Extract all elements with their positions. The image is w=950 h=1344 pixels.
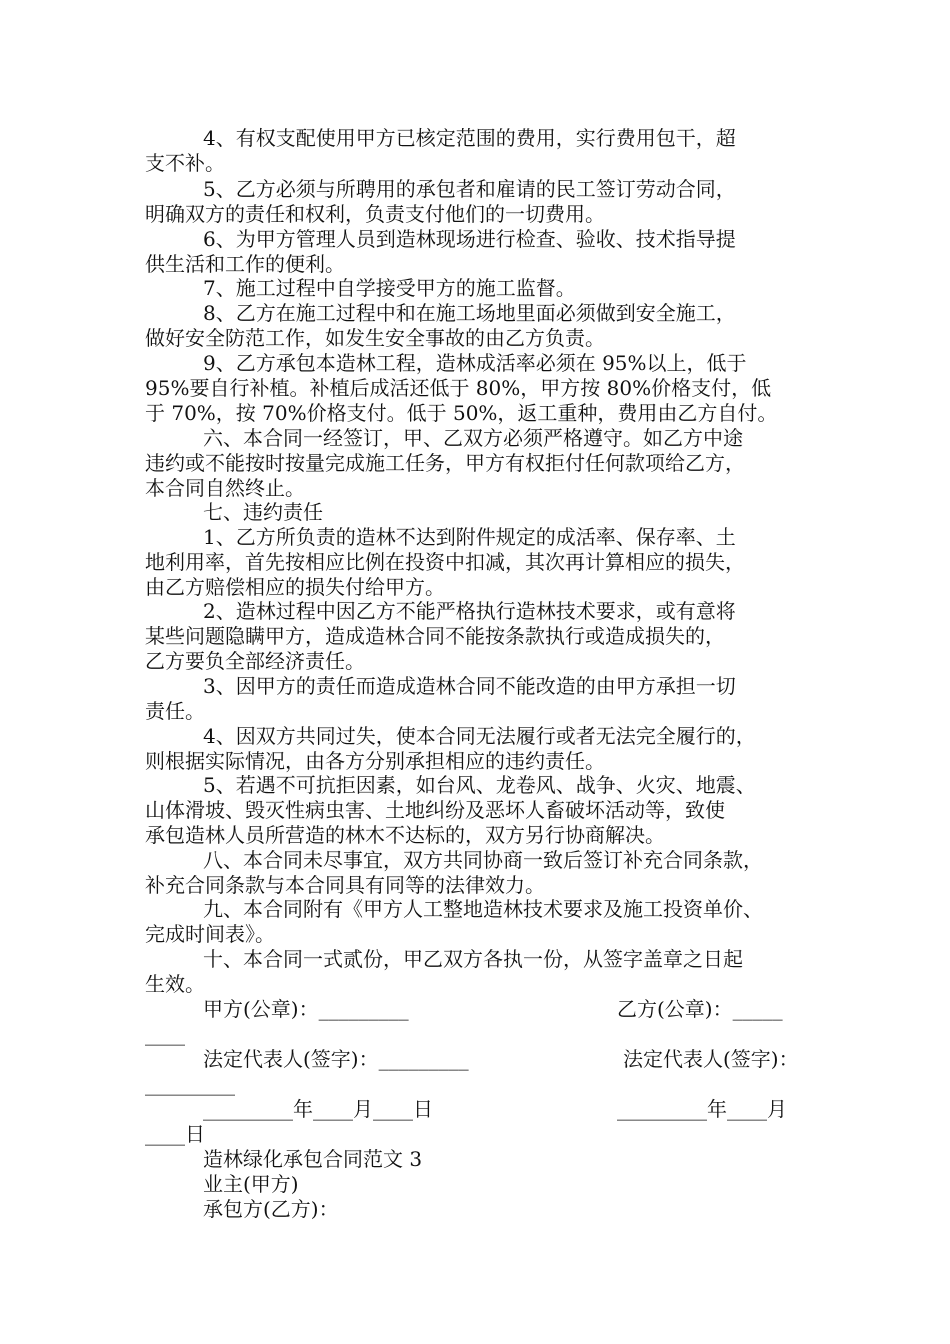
section-9-line-2: 完成时间表》。 [145,922,275,946]
liability-4-line-2: 则根据实际情况，由各方分别承担相应的违约责任。 [145,749,605,773]
clause-9-line-2: 95%要自行补植。补植后成活还低于 80%，甲方按 80%价格支付，低 [145,376,772,400]
liability-3-line-1: 3、因甲方的责任而造成造林合同不能改造的由甲方承担一切 [203,674,736,698]
party-b-seal-line: 乙方(公章)：_____ [617,997,783,1021]
liability-2-line-1: 2、造林过程中因乙方不能严格执行造林技术要求，或有意将 [203,599,736,623]
clause-7-line-1: 7、施工过程中自学接受甲方的施工监督。 [203,276,576,300]
party-a-date-line: _________年____月____日 [203,1097,433,1121]
section-10-line-2: 生效。 [145,972,205,996]
liability-2-line-3: 乙方要负全部经济责任。 [145,649,365,673]
party-b-rep-line: 法定代表人(签字)： [623,1047,799,1071]
party-b-rep-continuation: _________ [145,1072,235,1096]
clause-6-line-1: 6、为甲方管理人员到造林现场进行检查、验收、技术指导提 [203,227,736,251]
party-b-date-line: _________年____月 [617,1097,787,1121]
clause-4-line-1: 4、有权支配使用甲方已核定范围的费用，实行费用包干，超 [203,126,736,150]
owner-party-label: 业主(甲方) [203,1172,299,1196]
liability-5-line-3: 承包造林人员所营造的林木不达标的，双方另行协商解决。 [145,823,665,847]
party-b-seal-continuation: ____ [145,1022,185,1046]
liability-1-line-2: 地利用率，首先按相应比例在投资中扣减，其次再计算相应的损失， [145,550,745,574]
section-8-line-2: 补充合同条款与本合同具有同等的法律效力。 [145,873,545,897]
clause-9-line-1: 9、乙方承包本造林工程，造林成活率必须在 95%以上，低于 [203,351,747,375]
party-a-seal-line: 甲方(公章)：_________ [203,997,409,1021]
liability-1-line-1: 1、乙方所负责的造林不达到附件规定的成活率、保存率、土 [203,525,736,549]
next-section-title: 造林绿化承包合同范文 3 [203,1147,423,1171]
liability-1-line-3: 由乙方赔偿相应的损失付给甲方。 [145,575,445,599]
section-10-line-1: 十、本合同一式贰份，甲乙双方各执一份，从签字盖章之日起 [203,947,743,971]
liability-5-line-2: 山体滑坡、毁灭性病虫害、土地纠纷及恶坏人畜破坏活动等，致使 [145,798,725,822]
clause-8-line-1: 8、乙方在施工过程中和在施工场地里面必须做到安全施工， [203,301,736,325]
liability-4-line-1: 4、因双方共同过失，使本合同无法履行或者无法完全履行的， [203,724,756,748]
liability-3-line-2: 责任。 [145,699,205,723]
clause-9-line-3: 于 70%，按 70%价格支付。低于 50%，返工重种，费用由乙方自付。 [145,401,778,425]
party-b-date-continuation: ____日 [145,1122,205,1146]
clause-4-line-2: 支不补。 [145,151,225,175]
party-a-rep-line: 法定代表人(签字)：_________ [203,1047,469,1071]
liability-5-line-1: 5、若遇不可抗拒因素，如台风、龙卷风、战争、火灾、地震、 [203,773,756,797]
section-9-line-1: 九、本合同附有《甲方人工整地造林技术要求及施工投资单价、 [203,897,763,921]
section-8-line-1: 八、本合同未尽事宜，双方共同协商一致后签订补充合同条款， [203,848,763,872]
section-6-line-3: 本合同自然终止。 [145,476,305,500]
section-7-heading: 七、违约责任 [203,500,323,524]
liability-2-line-2: 某些问题隐瞒甲方，造成造林合同不能按条款执行或造成损失的， [145,624,725,648]
section-6-line-1: 六、本合同一经签订，甲、乙双方必须严格遵守。如乙方中途 [203,426,743,450]
clause-8-line-2: 做好安全防范工作，如发生安全事故的由乙方负责。 [145,326,605,350]
clause-5-line-1: 5、乙方必须与所聘用的承包者和雇请的民工签订劳动合同， [203,177,736,201]
clause-5-line-2: 明确双方的责任和权利，负责支付他们的一切费用。 [145,202,605,226]
section-6-line-2: 违约或不能按时按量完成施工任务，甲方有权拒付任何款项给乙方， [145,451,745,475]
contractor-party-label: 承包方(乙方)： [203,1197,339,1221]
clause-6-line-2: 供生活和工作的便利。 [145,252,345,276]
